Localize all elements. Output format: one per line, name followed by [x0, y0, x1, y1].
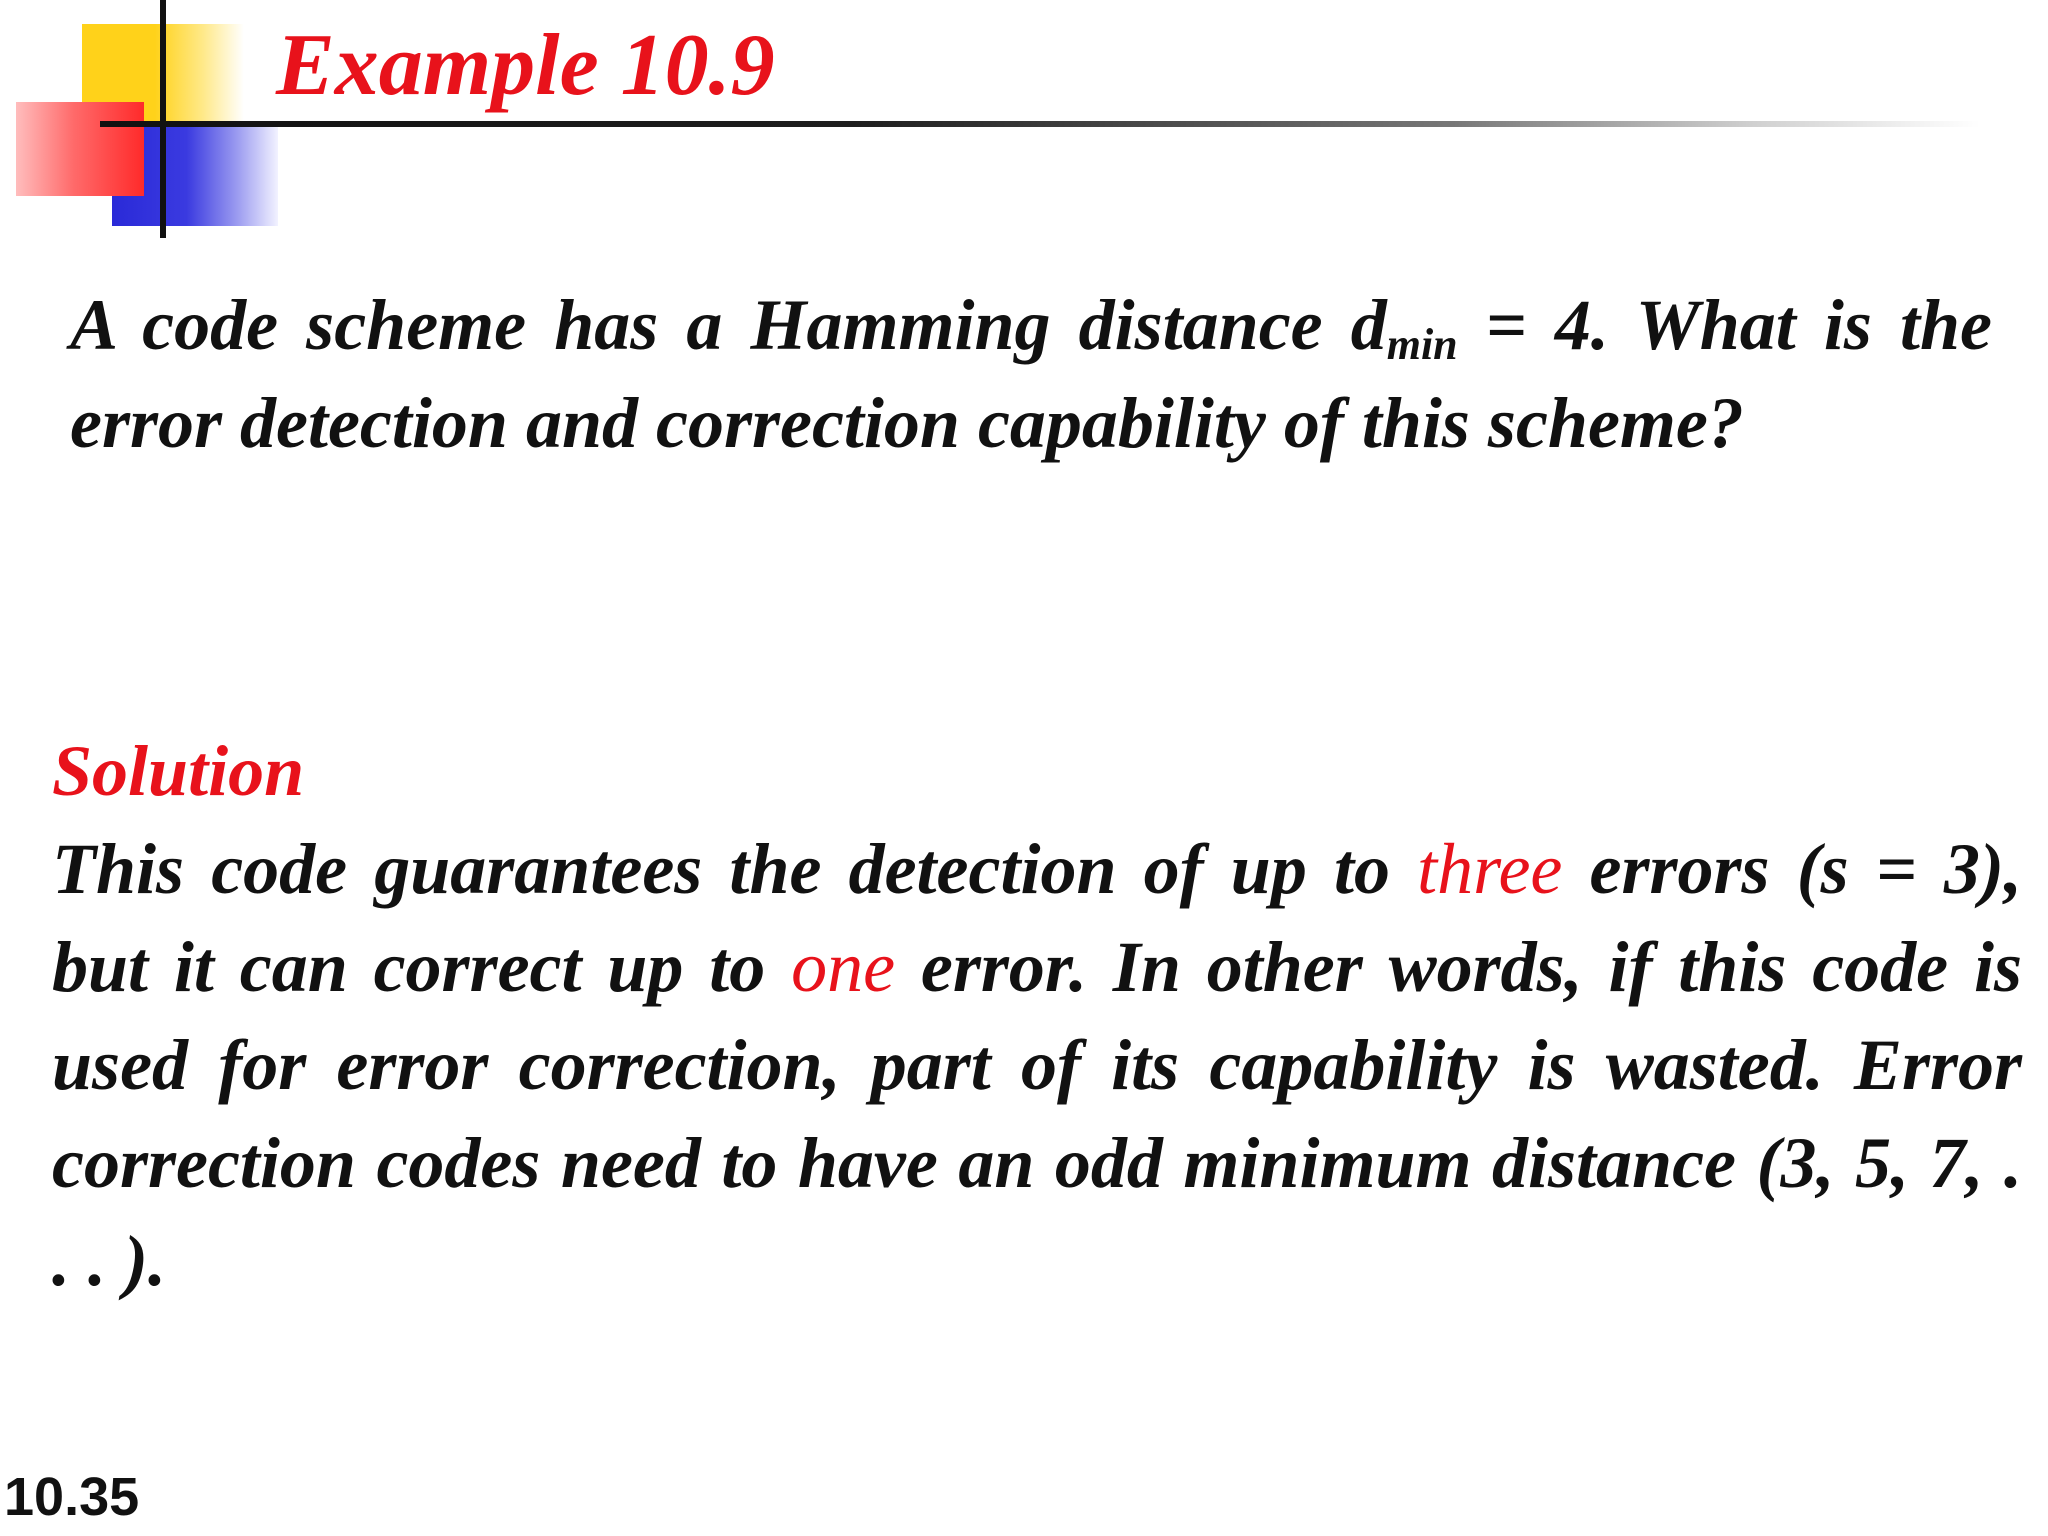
- highlight-three: three: [1417, 829, 1563, 909]
- title-underline: [100, 121, 1980, 127]
- question-text: [70, 276, 1992, 472]
- question-text-end: = 4. What is the error detection and correction capability of this scheme?: [70, 285, 1992, 463]
- solution-heading: Solution: [52, 731, 305, 811]
- dmin-subscript: min: [1386, 320, 1458, 369]
- solution-text: [52, 820, 2022, 1310]
- highlight-one: one: [791, 927, 896, 1007]
- slide-title: Example 10.9: [276, 17, 775, 114]
- logo-red-square: [16, 102, 144, 196]
- solution-part-1: This code guarantees the detection of up to: [52, 829, 1418, 909]
- question-text-start: A code scheme has a Hamming distance d: [70, 285, 1387, 365]
- solution-part-3: error. In other words, if this code is used for error correction, part of its capability is wasted. Error correction codes need to have an odd minimum distance (3, 5, 7, . . . ).: [52, 927, 2023, 1301]
- slide-number: 10.35: [4, 1467, 140, 1527]
- solution-part-2: errors (s = 3), but it can correct up to: [52, 829, 2022, 1007]
- logo-vertical-rule: [160, 0, 166, 238]
